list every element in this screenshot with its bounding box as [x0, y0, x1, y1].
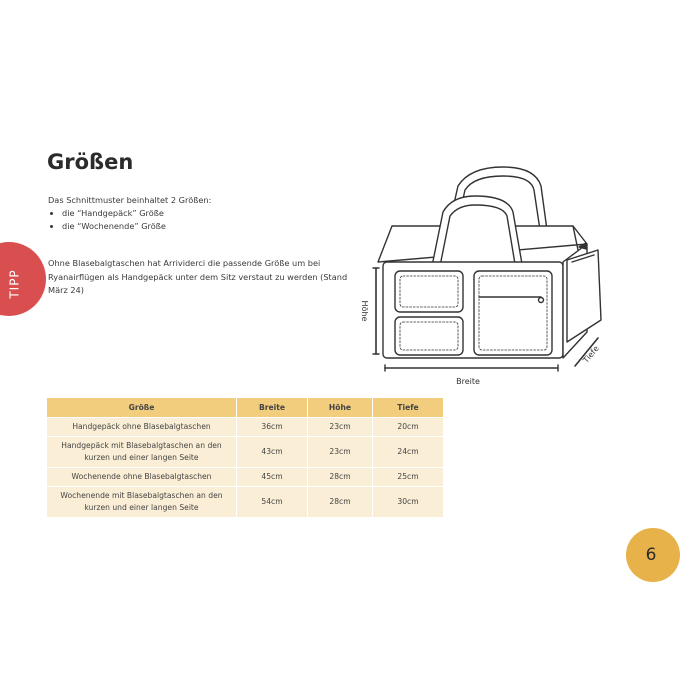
row-size: Handgepäck mit Blasebalgtaschen an den kurzen und einer langen Seite [47, 437, 236, 467]
header-depth: Tiefe [373, 398, 443, 417]
table-header-row [47, 398, 443, 417]
tip-note: Ohne Blasebalgtaschen hat Arrividerci die passende Größe um bei Ryanairflügen als Handgepäck unter dem Sitz verstaut zu werden (Stand März 24) [48, 258, 348, 295]
row-height: 28cm [308, 468, 372, 486]
table-row [47, 468, 443, 486]
row-depth: 24cm [373, 437, 443, 467]
intro-sentence: Das Schnittmuster beinhaltet 2 Größen: [48, 195, 212, 205]
size-table [46, 397, 444, 518]
row-size: Wochenende ohne Blasebalgtaschen [47, 468, 236, 486]
width-label: Breite [456, 377, 480, 386]
row-depth: 25cm [373, 468, 443, 486]
row-height: 28cm [308, 487, 372, 517]
size-list [48, 207, 211, 233]
height-label: Höhe [360, 300, 369, 322]
size-list-item: • die “Wochenende” Größe [62, 220, 211, 233]
row-depth: 20cm [373, 418, 443, 436]
row-height: 23cm [308, 418, 372, 436]
bag-diagram [355, 160, 615, 395]
header-height: Höhe [308, 398, 372, 417]
row-height: 23cm [308, 437, 372, 467]
table-row [47, 437, 443, 467]
depth-label: Tiefe [581, 344, 601, 365]
table-row [47, 418, 443, 436]
row-width: 43cm [237, 437, 307, 467]
page-number: 6 [626, 528, 680, 582]
header-size: Größe [47, 398, 236, 417]
row-width: 36cm [237, 418, 307, 436]
row-size: Handgepäck ohne Blasebalgtaschen [47, 418, 236, 436]
row-width: 54cm [237, 487, 307, 517]
page-title: Größen [47, 150, 134, 174]
header-width: Breite [237, 398, 307, 417]
row-depth: 30cm [373, 487, 443, 517]
tip-label: TIPP [8, 269, 22, 299]
intro-text [48, 194, 211, 233]
row-width: 45cm [237, 468, 307, 486]
table-row [47, 487, 443, 517]
row-size: Wochenende mit Blasebalgtaschen an den kurzen und einer langen Seite [47, 487, 236, 517]
size-list-item: • die “Handgepäck” Größe [62, 207, 211, 220]
